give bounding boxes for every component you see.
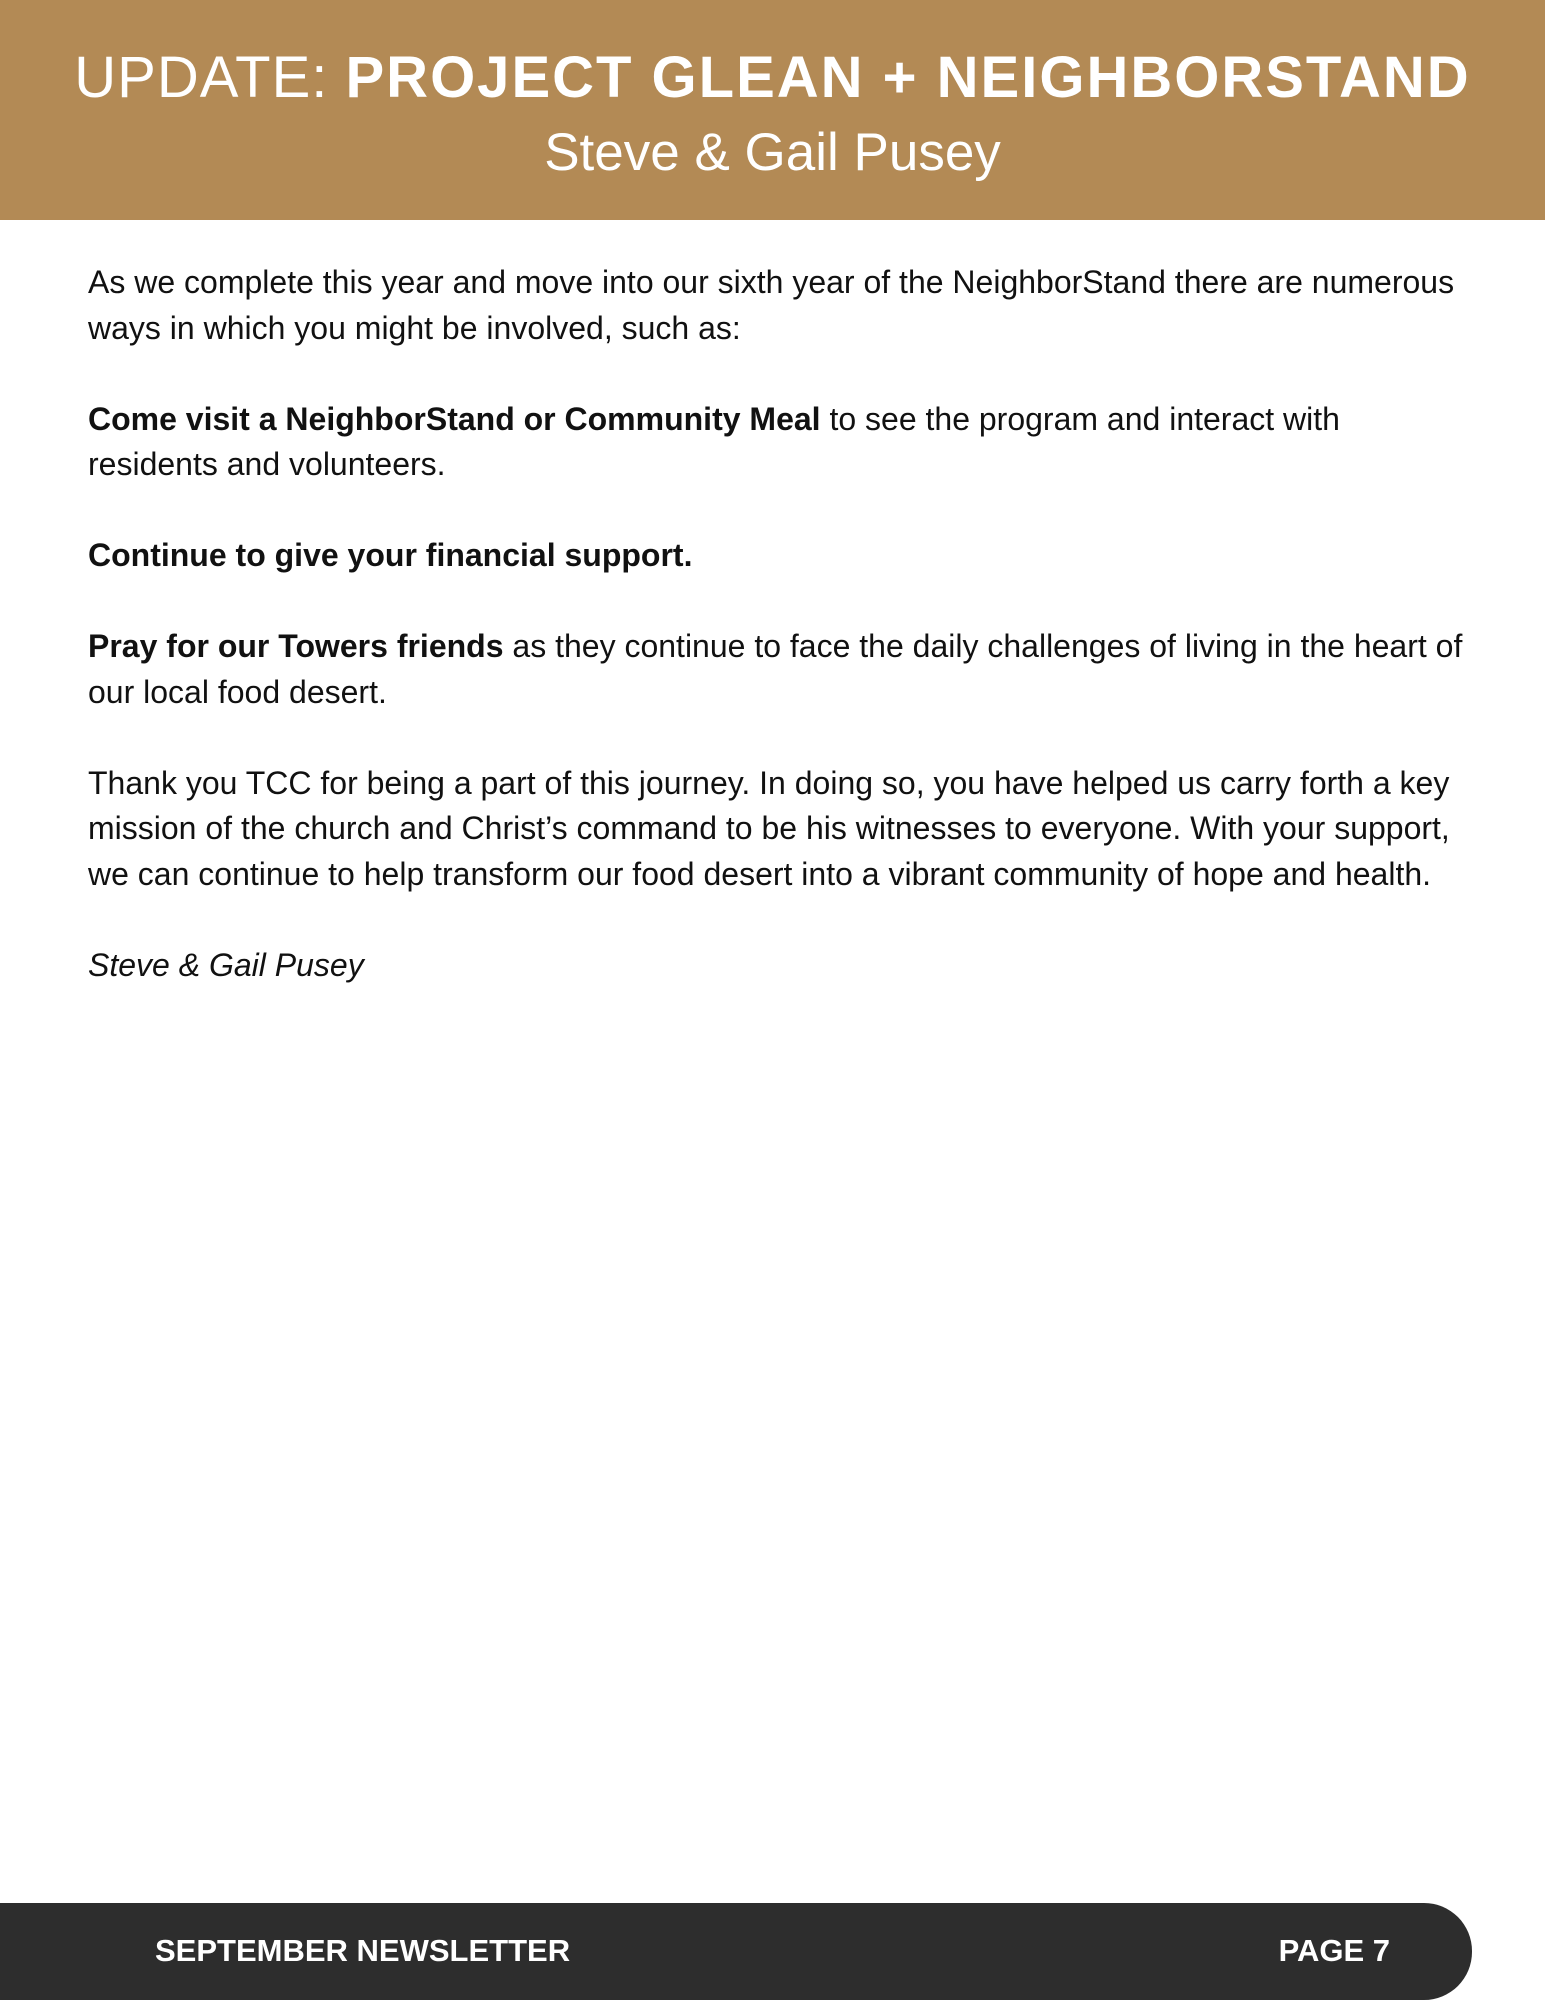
page-number: PAGE 7 [1278,1933,1390,1968]
item-visit-text: to see the program and interact with residents and volunteers. [88,400,1340,482]
item-give-bold: Continue to give your financial support. [88,537,693,573]
thanks-paragraph: Thank you TCC for being a part of this journey. In doing so, you have helped us carry forth a key mission of the church and Christ’s command to be his witnesses to everyone. With your support, we can continue to help transform our food desert into a vibrant community of hope and health. [88,764,1450,892]
item-visit-bold: Come visit a NeighborStand or Community Meal [88,400,821,437]
article-body [88,260,1468,1034]
item-visit-paragraph [88,397,1468,488]
item-pray-text: as they continue to face the daily challenges of living in the heart of our local food desert. [88,628,1463,710]
author-subtitle: Steve & Gail Pusey [544,123,1001,182]
footer-bar [0,1903,1472,2000]
title-prefix: UPDATE: [74,45,329,110]
title-main: PROJECT GLEAN + NEIGHBORSTAND [345,45,1471,110]
item-pray-paragraph [88,624,1468,715]
header-banner [0,0,1545,220]
item-pray-bold: Pray for our Towers friends [88,628,504,664]
item-give-paragraph [88,533,1468,579]
signature: Steve & Gail Pusey [88,946,364,983]
page-title [0,42,1545,114]
newsletter-label: SEPTEMBER NEWSLETTER [155,1933,571,1968]
intro-paragraph: As we complete this year and move into our sixth year of the NeighborStand there are numerous ways in which you might be involved, such as: [88,264,1455,346]
